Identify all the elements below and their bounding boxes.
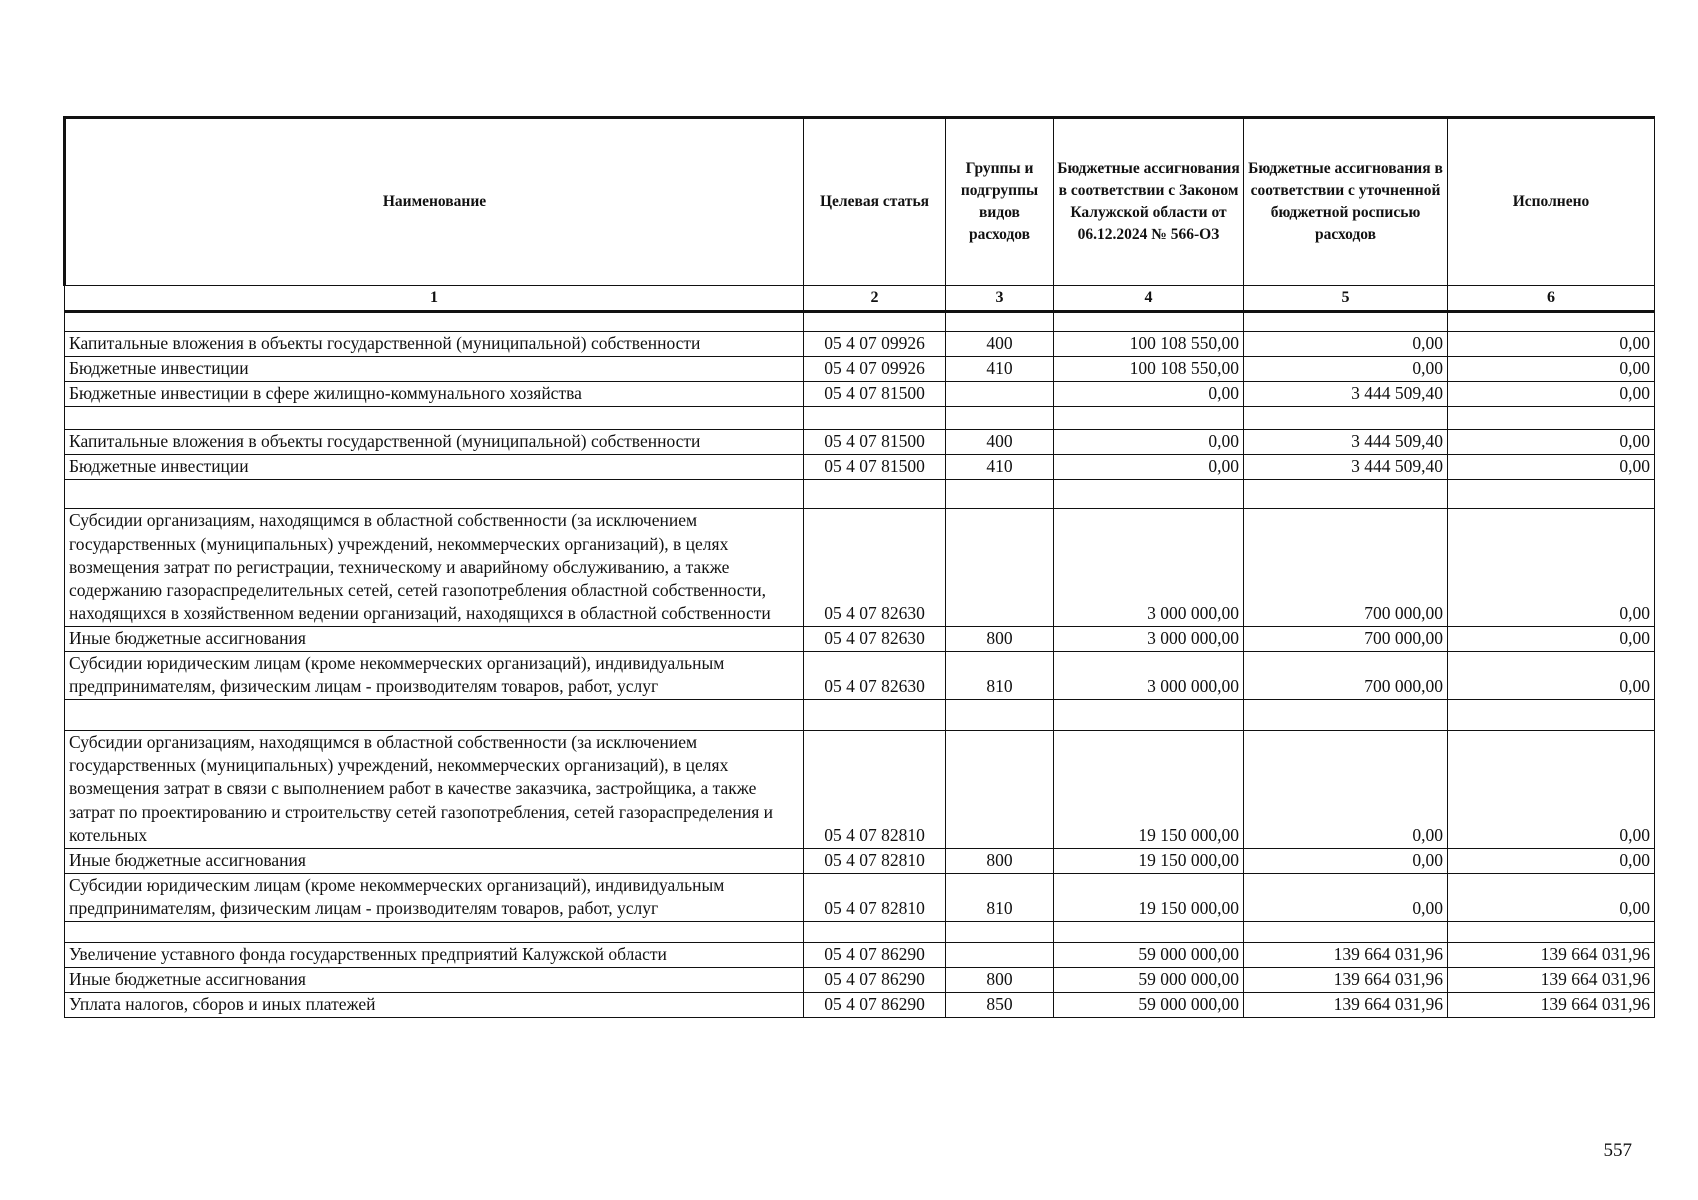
table-row	[65, 873, 1655, 921]
cell-law-allocation: 59 000 000,00	[1054, 968, 1244, 993]
cell-name: Увеличение уставного фонда государственных предприятий Калужской области	[65, 942, 804, 967]
spacer-cell	[1448, 312, 1655, 332]
header-expense-groups: Группы и подгруппы видов расходов	[946, 118, 1054, 286]
table-row	[65, 652, 1655, 700]
table-row	[65, 731, 1655, 848]
cell-name: Иные бюджетные ассигнования	[65, 968, 804, 993]
cell-executed: 0,00	[1448, 455, 1655, 480]
cell-target-article: 05 4 07 82630	[804, 509, 946, 626]
spacer-cell	[65, 312, 804, 332]
cell-target-article: 05 4 07 86290	[804, 968, 946, 993]
cell-law-allocation: 19 150 000,00	[1054, 873, 1244, 921]
cell-law-allocation: 3 000 000,00	[1054, 509, 1244, 626]
column-number: 3	[946, 286, 1054, 312]
cell-target-article: 05 4 07 82630	[804, 626, 946, 651]
cell-expense-group: 810	[946, 652, 1054, 700]
cell-refined-allocation: 139 664 031,96	[1244, 968, 1448, 993]
cell-expense-group	[946, 509, 1054, 626]
cell-name: Субсидии юридическим лицам (кроме некоммерческих организаций), индивидуальным предпринимателям, физическим лицам - производителям товаров, работ, услуг	[65, 873, 804, 921]
spacer-cell	[1054, 921, 1244, 942]
header-refined-allocations: Бюджетные ассигнования в соответствии с уточненной бюджетной росписью расходов	[1244, 118, 1448, 286]
spacer-cell	[946, 480, 1054, 509]
table-body	[65, 312, 1655, 1018]
cell-law-allocation: 100 108 550,00	[1054, 332, 1244, 357]
cell-name: Бюджетные инвестиции	[65, 357, 804, 382]
spacer-cell	[1448, 480, 1655, 509]
cell-target-article: 05 4 07 81500	[804, 430, 946, 455]
column-number: 5	[1244, 286, 1448, 312]
row-spacer	[65, 700, 1655, 731]
cell-executed: 0,00	[1448, 509, 1655, 626]
cell-name: Уплата налогов, сборов и иных платежей	[65, 993, 804, 1018]
cell-executed: 0,00	[1448, 382, 1655, 407]
cell-expense-group: 800	[946, 848, 1054, 873]
column-number: 6	[1448, 286, 1655, 312]
table-row	[65, 942, 1655, 967]
cell-target-article: 05 4 07 09926	[804, 357, 946, 382]
cell-expense-group: 400	[946, 332, 1054, 357]
cell-target-article: 05 4 07 81500	[804, 455, 946, 480]
table-row	[65, 430, 1655, 455]
cell-refined-allocation: 3 444 509,40	[1244, 382, 1448, 407]
cell-expense-group	[946, 382, 1054, 407]
cell-executed: 139 664 031,96	[1448, 942, 1655, 967]
cell-expense-group: 410	[946, 357, 1054, 382]
spacer-cell	[65, 921, 804, 942]
spacer-cell	[1244, 480, 1448, 509]
cell-expense-group: 410	[946, 455, 1054, 480]
column-number: 2	[804, 286, 946, 312]
cell-law-allocation: 3 000 000,00	[1054, 626, 1244, 651]
spacer-cell	[804, 312, 946, 332]
cell-target-article: 05 4 07 82810	[804, 873, 946, 921]
header-name: Наименование	[65, 118, 804, 286]
table-row	[65, 455, 1655, 480]
spacer-cell	[65, 480, 804, 509]
spacer-cell	[804, 921, 946, 942]
cell-expense-group: 850	[946, 993, 1054, 1018]
cell-executed: 139 664 031,96	[1448, 993, 1655, 1018]
cell-law-allocation: 100 108 550,00	[1054, 357, 1244, 382]
cell-target-article: 05 4 07 82810	[804, 731, 946, 848]
cell-law-allocation: 0,00	[1054, 382, 1244, 407]
cell-executed: 0,00	[1448, 357, 1655, 382]
cell-refined-allocation: 139 664 031,96	[1244, 942, 1448, 967]
cell-name: Иные бюджетные ассигнования	[65, 848, 804, 873]
cell-executed: 139 664 031,96	[1448, 968, 1655, 993]
cell-refined-allocation: 0,00	[1244, 873, 1448, 921]
cell-name: Субсидии юридическим лицам (кроме некоммерческих организаций), индивидуальным предпринимателям, физическим лицам - производителям товаров, работ, услуг	[65, 652, 804, 700]
cell-law-allocation: 19 150 000,00	[1054, 731, 1244, 848]
cell-executed: 0,00	[1448, 731, 1655, 848]
cell-expense-group: 400	[946, 430, 1054, 455]
table-row	[65, 357, 1655, 382]
row-spacer	[65, 312, 1655, 332]
cell-target-article: 05 4 07 82810	[804, 848, 946, 873]
cell-expense-group	[946, 731, 1054, 848]
budget-table	[63, 116, 1655, 1018]
cell-name: Бюджетные инвестиции	[65, 455, 804, 480]
spacer-cell	[1244, 312, 1448, 332]
cell-refined-allocation: 700 000,00	[1244, 626, 1448, 651]
spacer-cell	[1244, 921, 1448, 942]
spacer-cell	[1054, 700, 1244, 731]
row-spacer	[65, 480, 1655, 509]
cell-expense-group	[946, 942, 1054, 967]
cell-executed: 0,00	[1448, 873, 1655, 921]
spacer-cell	[946, 700, 1054, 731]
cell-expense-group: 800	[946, 968, 1054, 993]
spacer-cell	[65, 407, 804, 430]
page-number: 557	[1603, 1140, 1632, 1161]
cell-executed: 0,00	[1448, 430, 1655, 455]
spacer-cell	[946, 312, 1054, 332]
spacer-cell	[1054, 312, 1244, 332]
spacer-cell	[946, 407, 1054, 430]
header-target-article: Целевая статья	[804, 118, 946, 286]
cell-name: Субсидии организациям, находящимся в областной собственности (за исключением государственных (муниципальных) учреждений, некоммерческих организаций), в целях возмещения затрат в связи с выполнением работ в качестве заказчика, застройщика, а также затрат по проектированию и строительству сетей газопотребления, сетей газораспределения и котельных	[65, 731, 804, 848]
cell-target-article: 05 4 07 81500	[804, 382, 946, 407]
table-row	[65, 968, 1655, 993]
spacer-cell	[1448, 700, 1655, 731]
table-row	[65, 993, 1655, 1018]
cell-expense-group: 800	[946, 626, 1054, 651]
cell-refined-allocation: 700 000,00	[1244, 509, 1448, 626]
spacer-cell	[1244, 700, 1448, 731]
column-number: 4	[1054, 286, 1244, 312]
spacer-cell	[804, 480, 946, 509]
spacer-cell	[1244, 407, 1448, 430]
column-number-row	[65, 286, 1655, 312]
cell-executed: 0,00	[1448, 848, 1655, 873]
table-row	[65, 848, 1655, 873]
cell-law-allocation: 59 000 000,00	[1054, 993, 1244, 1018]
cell-refined-allocation: 0,00	[1244, 357, 1448, 382]
spacer-cell	[1054, 407, 1244, 430]
cell-law-allocation: 0,00	[1054, 455, 1244, 480]
cell-name: Субсидии организациям, находящимся в областной собственности (за исключением государственных (муниципальных) учреждений, некоммерческих организаций), в целях возмещения затрат по регистрации, техническому и аварийному обслуживанию, а также содержанию газораспределительных сетей, сетей газопотребления областной собственности, находящихся в хозяйственном ведении организаций, находящихся в областной собственности	[65, 509, 804, 626]
cell-law-allocation: 19 150 000,00	[1054, 848, 1244, 873]
cell-expense-group: 810	[946, 873, 1054, 921]
row-spacer	[65, 407, 1655, 430]
row-spacer	[65, 921, 1655, 942]
spacer-cell	[65, 700, 804, 731]
cell-executed: 0,00	[1448, 626, 1655, 651]
cell-executed: 0,00	[1448, 332, 1655, 357]
cell-refined-allocation: 3 444 509,40	[1244, 430, 1448, 455]
cell-refined-allocation: 139 664 031,96	[1244, 993, 1448, 1018]
spacer-cell	[1054, 480, 1244, 509]
cell-name: Капитальные вложения в объекты государственной (муниципальной) собственности	[65, 332, 804, 357]
cell-refined-allocation: 0,00	[1244, 731, 1448, 848]
cell-target-article: 05 4 07 09926	[804, 332, 946, 357]
spacer-cell	[1448, 921, 1655, 942]
cell-refined-allocation: 3 444 509,40	[1244, 455, 1448, 480]
cell-target-article: 05 4 07 82630	[804, 652, 946, 700]
spacer-cell	[804, 407, 946, 430]
cell-refined-allocation: 0,00	[1244, 332, 1448, 357]
table-row	[65, 332, 1655, 357]
table-row	[65, 382, 1655, 407]
header-row	[65, 118, 1655, 286]
header-law-allocations: Бюджетные ассигнования в соответствии с Законом Калужской области от 06.12.2024 № 566-ОЗ	[1054, 118, 1244, 286]
spacer-cell	[946, 921, 1054, 942]
table-row	[65, 509, 1655, 626]
cell-law-allocation: 3 000 000,00	[1054, 652, 1244, 700]
spacer-cell	[804, 700, 946, 731]
cell-law-allocation: 0,00	[1054, 430, 1244, 455]
column-number: 1	[65, 286, 804, 312]
cell-refined-allocation: 0,00	[1244, 848, 1448, 873]
cell-name: Капитальные вложения в объекты государственной (муниципальной) собственности	[65, 430, 804, 455]
header-executed: Исполнено	[1448, 118, 1655, 286]
cell-law-allocation: 59 000 000,00	[1054, 942, 1244, 967]
cell-refined-allocation: 700 000,00	[1244, 652, 1448, 700]
cell-target-article: 05 4 07 86290	[804, 993, 946, 1018]
cell-target-article: 05 4 07 86290	[804, 942, 946, 967]
cell-executed: 0,00	[1448, 652, 1655, 700]
spacer-cell	[1448, 407, 1655, 430]
cell-name: Бюджетные инвестиции в сфере жилищно-коммунального хозяйства	[65, 382, 804, 407]
table-row	[65, 626, 1655, 651]
cell-name: Иные бюджетные ассигнования	[65, 626, 804, 651]
